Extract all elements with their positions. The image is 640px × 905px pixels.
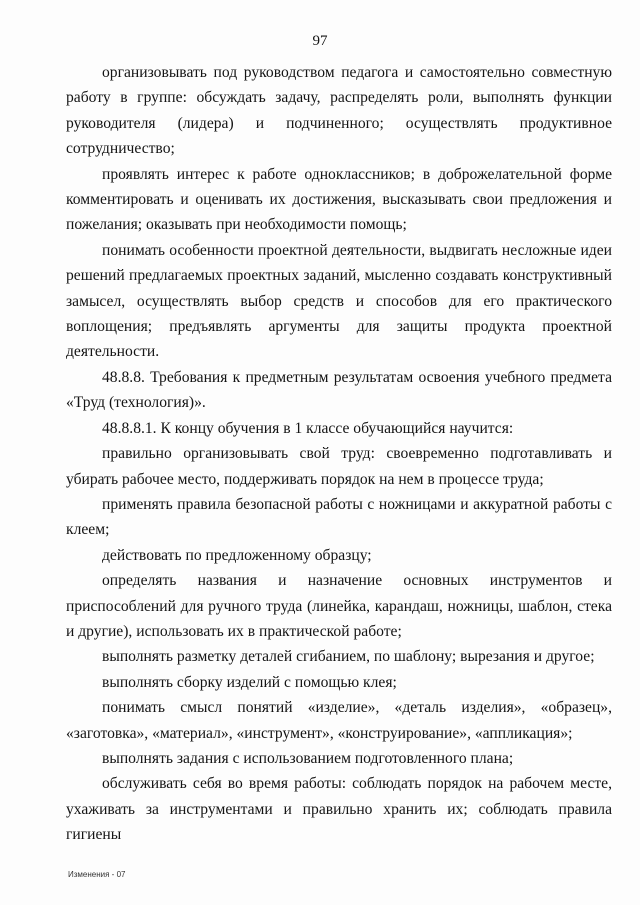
paragraph: определять названия и назначение основных инструментов и приспособлений для ручного труда (линейка, карандаш, ножницы, шаблон, стека и другие), использовать их в практической работе; <box>66 572 612 640</box>
footer-revision-note: Изменения - 07 <box>68 870 126 879</box>
paragraph: правильно организовывать свой труд: своевременно подготавливать и убирать рабочее место, поддерживать порядок на нем в процессе труда; <box>66 445 612 488</box>
paragraph: понимать смысл понятий «изделие», «деталь изделия», «образец», «заготовка», «материал», «инструмент», «конструирование», «аппликация»; <box>66 699 612 742</box>
paragraph: выполнять сборку изделий с помощью клея; <box>102 673 397 691</box>
section-heading: 48.8.8. Требования к предметным результатам освоения учебного предмета «Труд (технология)». <box>66 368 612 412</box>
paragraph: применять правила безопасной работы с ножницами и аккуратной работы с клеем; <box>66 495 612 539</box>
paragraph: проявлять интерес к работе одноклассников; в доброжелательной форме комментировать и оценивать их достижения, высказывать свои предложения и пожелания; оказывать при необходимости помощь; <box>66 165 612 234</box>
paragraph: выполнять задания с использованием подготовленного плана; <box>102 749 514 767</box>
paragraph: выполнять разметку деталей сгибанием, по шаблону; вырезания и другое; <box>102 648 595 666</box>
paragraph: организовывать под руководством педагога и самостоятельно совместную работу в группе: обсуждать задачу, распределять роли, выполнять функции руководителя (лидера) и подчиненного; осуществлять продуктивное сотрудничество; <box>66 64 612 158</box>
paragraph: обслуживать себя во время работы: соблюдать порядок на рабочем месте, ухаживать за инструментами и правильно хранить их; соблюдать правила гигиены <box>66 775 612 844</box>
subsection-heading: 48.8.8.1. К концу обучения в 1 классе обучающийся научится: <box>102 419 514 437</box>
paragraph: действовать по предложенному образцу; <box>102 546 372 564</box>
document-body <box>66 60 612 848</box>
page-number: 97 <box>312 33 328 49</box>
paragraph: понимать особенности проектной деятельности, выдвигать несложные идеи решений предлагаемых проектных заданий, мысленно создавать конструктивный замысел, осуществлять выбор средств и способов для его практического воплощения; предъявлять аргументы для защиты продукта проектной деятельности. <box>66 241 612 361</box>
